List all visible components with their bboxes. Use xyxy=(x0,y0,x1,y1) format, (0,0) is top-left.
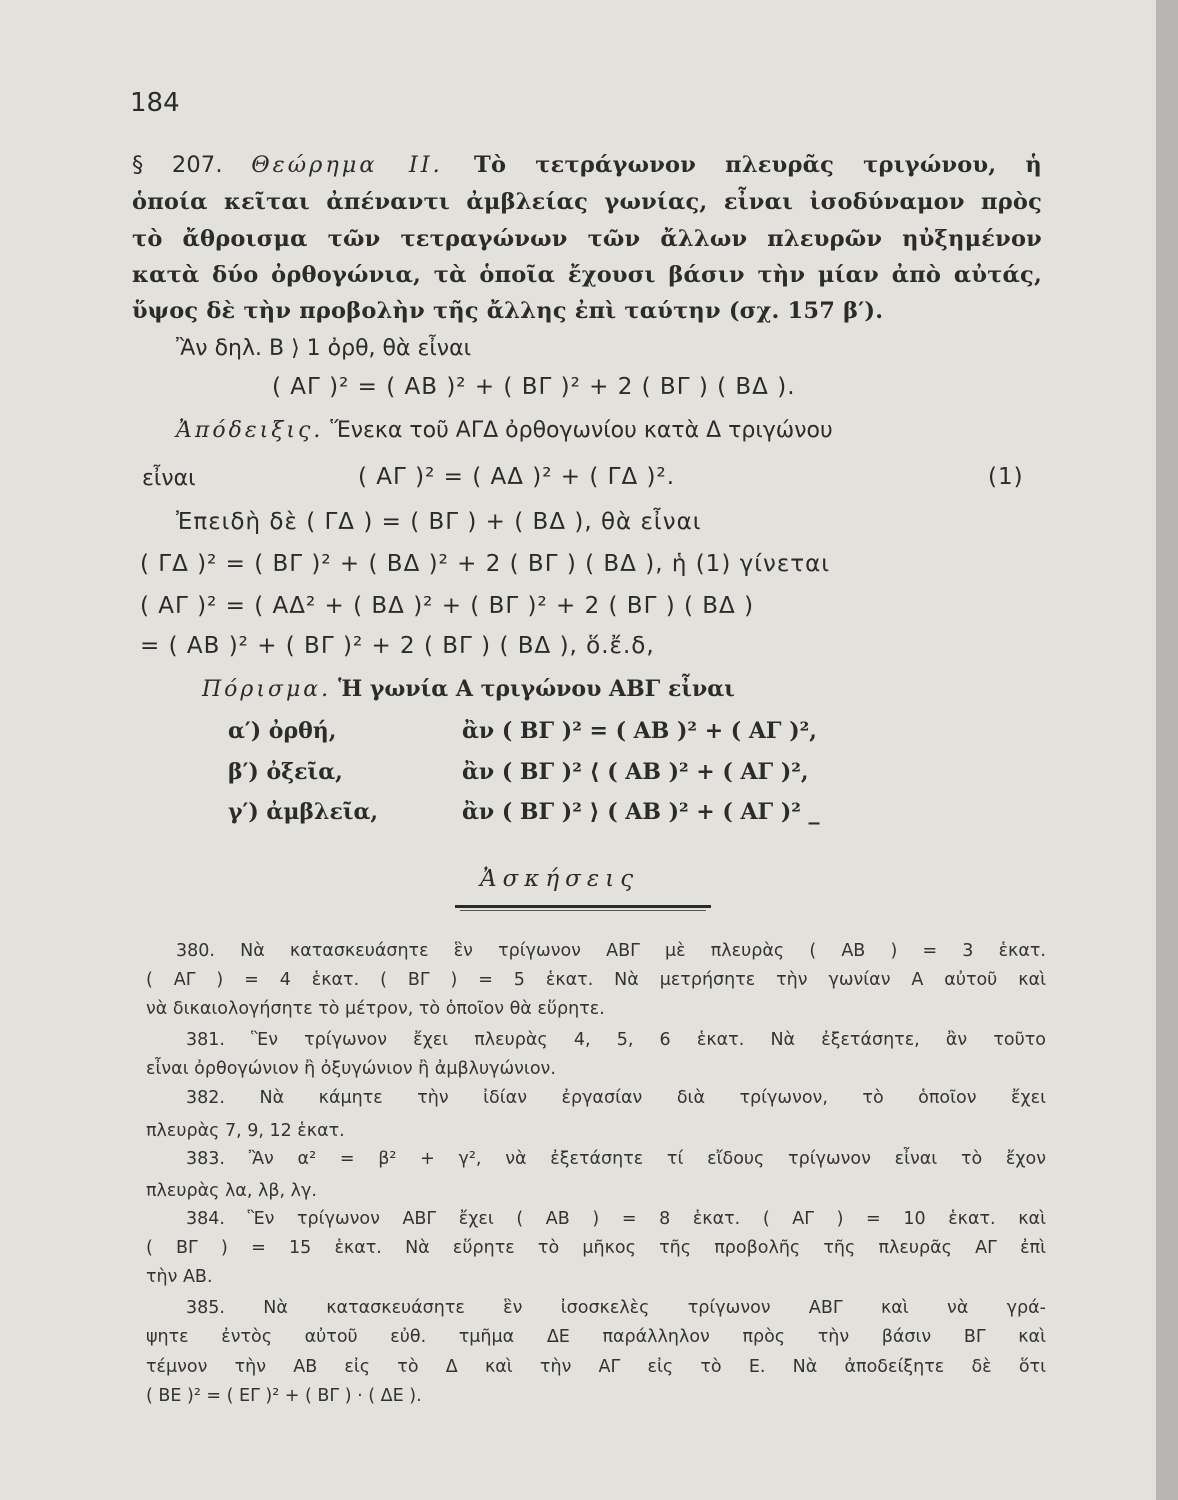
page-edge xyxy=(1156,0,1178,1500)
proof-text: Ἕνεκα τοῦ ΑΓΔ ὀρθογωνίου κατὰ Δ τριγώνου xyxy=(330,418,833,443)
proof-line-6: = ( ΑΒ )² + ( ΒΓ )² + 2 ( ΒΓ ) ( ΒΔ ), ὅ.ἔ.δ, xyxy=(140,633,655,659)
exercise-385-line-1: 385. Νὰ κατασκευάσητε ἓν ἰσοσκελὲς τρίγωνον ΑΒΓ καὶ νὰ γρά- xyxy=(186,1298,1046,1318)
exercise-382-line-1: 382. Νὰ κάμητε τὴν ἰδίαν ἐργασίαν διὰ τρίγωνον, τὸ ὁποῖον ἔχει xyxy=(186,1088,1046,1108)
heading-rule xyxy=(455,905,711,908)
exercises-heading: Ἀσκήσεις xyxy=(480,866,640,892)
corollary-intro: Ἡ γωνία Α τριγώνου ΑΒΓ εἶναι xyxy=(338,676,735,702)
proof-line-4: ( ΓΔ )² = ( ΒΓ )² + ( ΒΔ )² + 2 ( ΒΓ ) ( ΒΔ ), ἡ (1) γίνεται xyxy=(140,551,831,577)
theorem-line-4: κατὰ δύο ὀρθογώνια, τὰ ὁποῖα ἔχουσι βάσιν τὴν μίαν ἀπὸ αὐτάς, xyxy=(132,262,1042,288)
exercise-380-line-2: ( ΑΓ ) = 4 ἑκατ. ( ΒΓ ) = 5 ἑκατ. Νὰ μετρήσητε τὴν γωνίαν Α αὐτοῦ καὶ xyxy=(146,970,1046,990)
exercise-384-line-1: 384. Ἓν τρίγωνον ΑΒΓ ἔχει ( ΑΒ ) = 8 ἑκατ. ( ΑΓ ) = 10 ἑκατ. καὶ xyxy=(186,1209,1046,1229)
theorem-line-3: τὸ ἄθροισμα τῶν τετραγώνων τῶν ἄλλων πλευρῶν ηὐξημένον xyxy=(132,226,1042,252)
section-number: § 207. xyxy=(132,152,252,178)
exercise-383-line-2: πλευρὰς λα, λβ, λγ. xyxy=(146,1181,317,1201)
exercise-380-line-1: 380. Νὰ κατασκευάσητε ἓν τρίγωνον ΑΒΓ μὲ πλευρὰς ( ΑΒ ) = 3 ἑκατ. xyxy=(176,941,1046,961)
proof-label: Ἀπόδειξις. xyxy=(176,418,324,443)
exercise-384-line-2: ( ΒΓ ) = 15 ἑκατ. Νὰ εὕρητε τὸ μῆκος τῆς προβολῆς τῆς πλευρᾶς ΑΓ ἐπὶ xyxy=(146,1238,1046,1258)
main-formula: ( ΑΓ )² = ( ΑΒ )² + ( ΒΓ )² + 2 ( ΒΓ ) ( ΒΔ ). xyxy=(272,374,796,400)
exercise-385-line-2: ψητε ἐντὸς αὐτοῦ εὐθ. τμῆμα ΔΕ παράλληλον πρὸς τὴν βάσιν ΒΓ καὶ xyxy=(146,1327,1046,1347)
case-b-condition: ἂν ( ΒΓ )² ⟨ ( ΑΒ )² + ( ΑΓ )², xyxy=(462,759,809,785)
exercise-382-line-2: πλευρὰς 7, 9, 12 ἑκατ. xyxy=(146,1121,345,1141)
corollary-label: Πόρισμα. xyxy=(202,677,332,702)
exercise-381-line-1: 381. Ἓν τρίγωνον ἔχει πλευρὰς 4, 5, 6 ἑκατ. Νὰ ἐξετάσητε, ἂν τοῦτο xyxy=(186,1030,1046,1050)
exercise-383-line-1: 383. Ἂν α² = β² + γ², νὰ ἐξετάσητε τί εἴδους τρίγωνον εἶναι τὸ ἔχον xyxy=(186,1149,1046,1169)
theorem-line-5: ὕψος δὲ τὴν προβολὴν τῆς ἄλλης ἐπὶ ταύτην (σχ. 157 β′). xyxy=(132,298,884,324)
proof-line-2-lead: εἶναι xyxy=(142,466,196,491)
equation-ref-1: (1) xyxy=(988,464,1024,490)
exercise-380-line-3: νὰ δικαιολογήσητε τὸ μέτρον, τὸ ὁποῖον θὰ εὕρητε. xyxy=(146,999,605,1019)
theorem-text: Τὸ τετράγωνον πλευρᾶς τριγώνου, ἡ xyxy=(474,152,1042,178)
corollary-header xyxy=(202,676,735,702)
case-c-tag: γ′) ἀμβλεῖα, xyxy=(228,799,379,825)
hypothesis: Ἂν δηλ. Β ⟩ 1 ὀρθ, θὰ εἶναι xyxy=(176,336,472,361)
page-number: 184 xyxy=(130,88,180,118)
heading-rule-thin xyxy=(460,910,706,911)
exercise-381-line-2: εἶναι ὀρθογώνιον ἢ ὀξυγώνιον ἢ ἀμβλυγώνιον. xyxy=(146,1059,556,1079)
proof-line-3: Ἐπειδὴ δὲ ( ΓΔ ) = ( ΒΓ ) + ( ΒΔ ), θὰ εἶναι xyxy=(176,509,702,535)
theorem-label: Θεώρημα ΙΙ. xyxy=(251,152,475,178)
exercise-384-line-3: τὴν ΑΒ. xyxy=(146,1267,213,1287)
theorem-line-2: ὁποία κεῖται ἀπέναντι ἀμβλείας γωνίας, εἶναι ἰσοδύναμον πρὸς xyxy=(132,189,1042,215)
theorem-line-1 xyxy=(132,152,1042,178)
proof-line-1 xyxy=(176,418,833,443)
proof-line-2-formula: ( ΑΓ )² = ( ΑΔ )² + ( ΓΔ )². xyxy=(358,464,676,490)
case-a-tag: α′) ὀρθή, xyxy=(228,718,337,744)
exercise-385-line-3: τέμνον τὴν ΑΒ εἰς τὸ Δ καὶ τὴν ΑΓ εἰς τὸ Ε. Νὰ ἀποδείξητε δὲ ὅτι xyxy=(146,1357,1046,1377)
exercise-385-line-4: ( ΒΕ )² = ( ΕΓ )² + ( ΒΓ ) · ( ΔΕ ). xyxy=(146,1386,422,1406)
case-a-condition: ἂν ( ΒΓ )² = ( ΑΒ )² + ( ΑΓ )², xyxy=(462,718,817,744)
case-c-condition: ἂν ( ΒΓ )² ⟩ ( ΑΒ )² + ( ΑΓ )² _ xyxy=(462,799,820,825)
case-b-tag: β′) ὀξεῖα, xyxy=(228,759,343,785)
proof-line-5: ( ΑΓ )² = ( ΑΔ² + ( ΒΔ )² + ( ΒΓ )² + 2 ( ΒΓ ) ( ΒΔ ) xyxy=(140,593,755,619)
